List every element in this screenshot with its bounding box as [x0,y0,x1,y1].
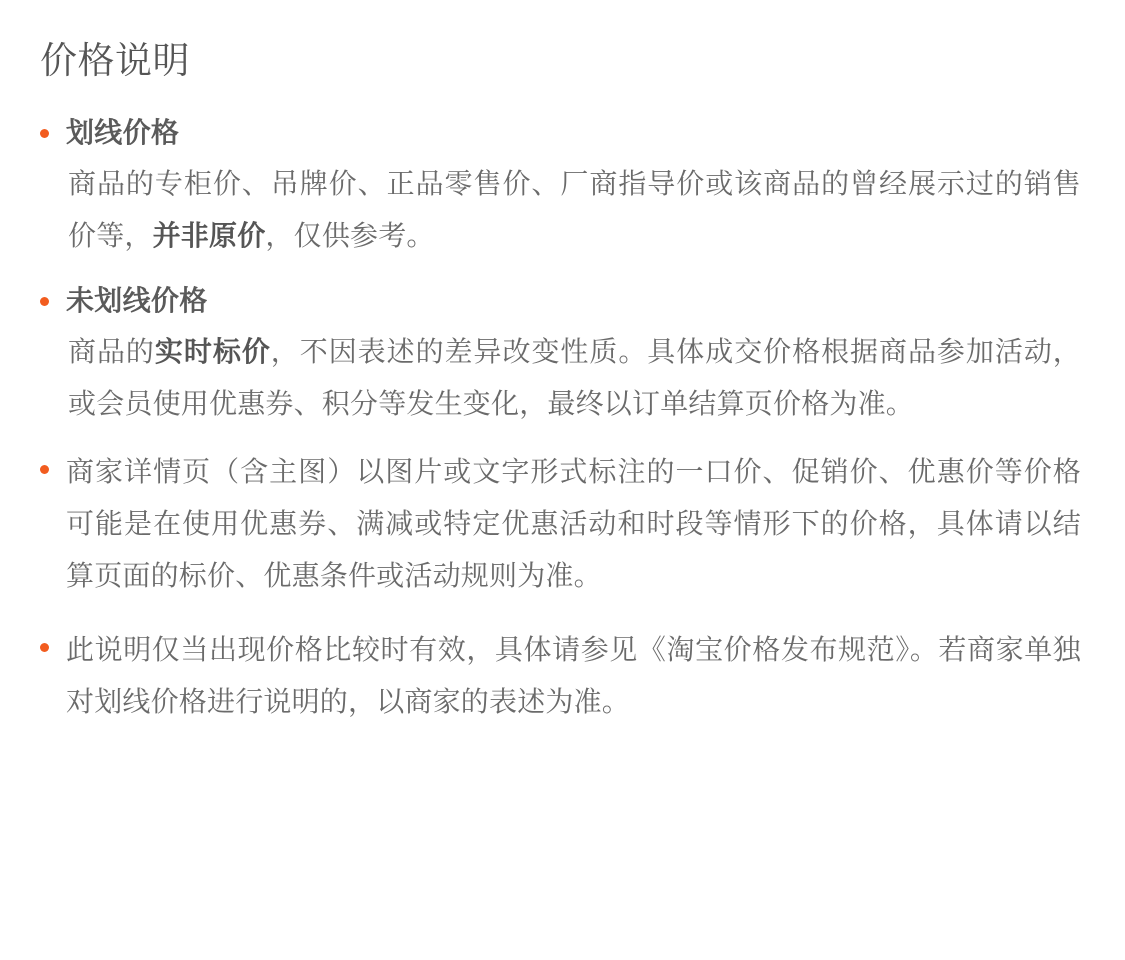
section-body [68,158,1081,262]
bullet-icon [40,465,49,474]
section-body [68,326,1081,430]
price-explanation-list [36,110,1081,728]
bullet-icon [40,297,49,306]
section-body: 此说明仅当出现价格比较时有效，具体请参见《淘宝价格发布规范》。若商家单独对划线价格进行说明的，以商家的表述为准。 [66,634,1081,717]
bullet-icon [40,129,49,138]
section-text-emphasis: 实时标价 [154,336,271,367]
section-text-part: 商品的专柜价、吊牌价、正品零售价、厂商指导价或该商品的曾经展示过的销售价等， [68,168,1081,251]
section-struck-price [36,110,1081,262]
section-scope-note [36,624,1081,728]
section-text-part: ，不因表述的差异改变性质。具体成交价格根据商品参加活动，或会员使用优惠券、积分等发生变化，最终以订单结算页价格为准。 [68,336,1081,419]
section-body: 商家详情页（含主图）以图片或文字形式标注的一口价、促销价、优惠价等价格可能是在使用优惠券、满减或特定优惠活动和时段等情形下的价格，具体请以结算页面的标价、优惠条件或活动规则为准。 [66,456,1081,591]
section-heading: 划线价格 [66,117,180,148]
bullet-icon [40,643,49,652]
section-text-emphasis: 并非原价 [152,220,266,251]
section-text-part: ，仅供参考。 [265,220,435,251]
section-heading: 未划线价格 [66,285,208,316]
section-text-part: 商品的 [68,336,155,367]
section-unstruck-price [36,278,1081,430]
page-title: 价格说明 [40,40,190,81]
section-merchant-detail-page [36,446,1081,602]
